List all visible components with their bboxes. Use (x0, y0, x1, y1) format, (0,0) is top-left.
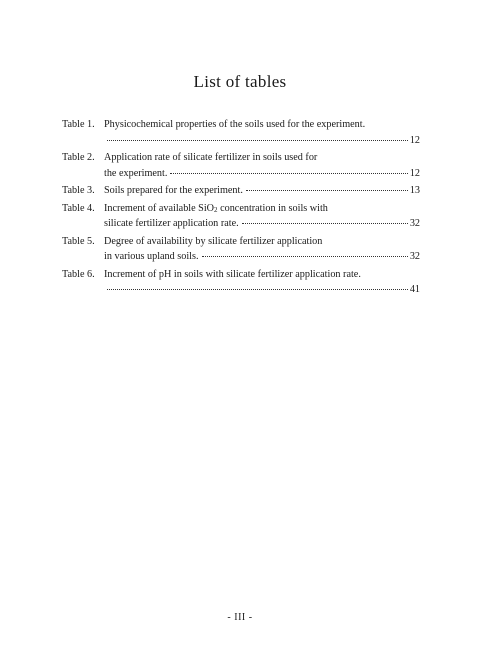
dot-leader (202, 255, 408, 257)
dot-leader (246, 189, 408, 191)
table-label: Table 5. (62, 235, 95, 247)
page-number: 32 (409, 251, 420, 262)
page-number: 12 (409, 134, 420, 146)
subscript: 2 (214, 205, 218, 214)
list-item-table-3[interactable] (62, 185, 420, 201)
page-number: 13 (409, 185, 420, 196)
dot-leader (242, 222, 408, 224)
table-list (62, 119, 420, 302)
dot-leader (107, 288, 408, 290)
table-label: Table 2. (62, 152, 95, 163)
list-item-table-5[interactable] (62, 236, 420, 267)
list-item-table-2[interactable] (62, 152, 420, 183)
table-caption: Increment of pH in soils with silicate fertilizer application rate. (104, 268, 361, 280)
list-item-table-1[interactable] (62, 119, 420, 150)
dot-leader (107, 139, 408, 141)
table-caption-continued: silicate fertilizer application rate. (104, 218, 239, 229)
dot-leader (170, 172, 407, 174)
table-label: Table 4. (62, 202, 95, 214)
table-caption: Application rate of silicate fertilizer in soils used for (104, 152, 318, 163)
page-title: List of tables (193, 72, 287, 91)
page-number: 12 (409, 167, 420, 179)
page-number: 32 (409, 218, 420, 229)
table-label: Table 3. (62, 185, 95, 196)
page-number: 41 (409, 284, 420, 295)
table-caption: Physicochemical properties of the soils used for the experiment. (104, 119, 366, 130)
page-footer-number: - III - (227, 612, 253, 623)
list-item-table-4[interactable] (62, 203, 420, 234)
table-caption: Degree of availability by silicate fertilizer application (104, 235, 323, 247)
table-caption-continued: in various upland soils. (104, 251, 199, 262)
table-label: Table 6. (62, 268, 95, 280)
list-item-table-6[interactable] (62, 269, 420, 300)
table-label: Table 1. (62, 119, 95, 130)
table-caption: Soils prepared for the experiment. (104, 185, 243, 196)
table-caption-continued: the experiment. (104, 167, 168, 179)
table-caption: Increment of available SiO$_2$ concentration in soils with (104, 202, 328, 214)
